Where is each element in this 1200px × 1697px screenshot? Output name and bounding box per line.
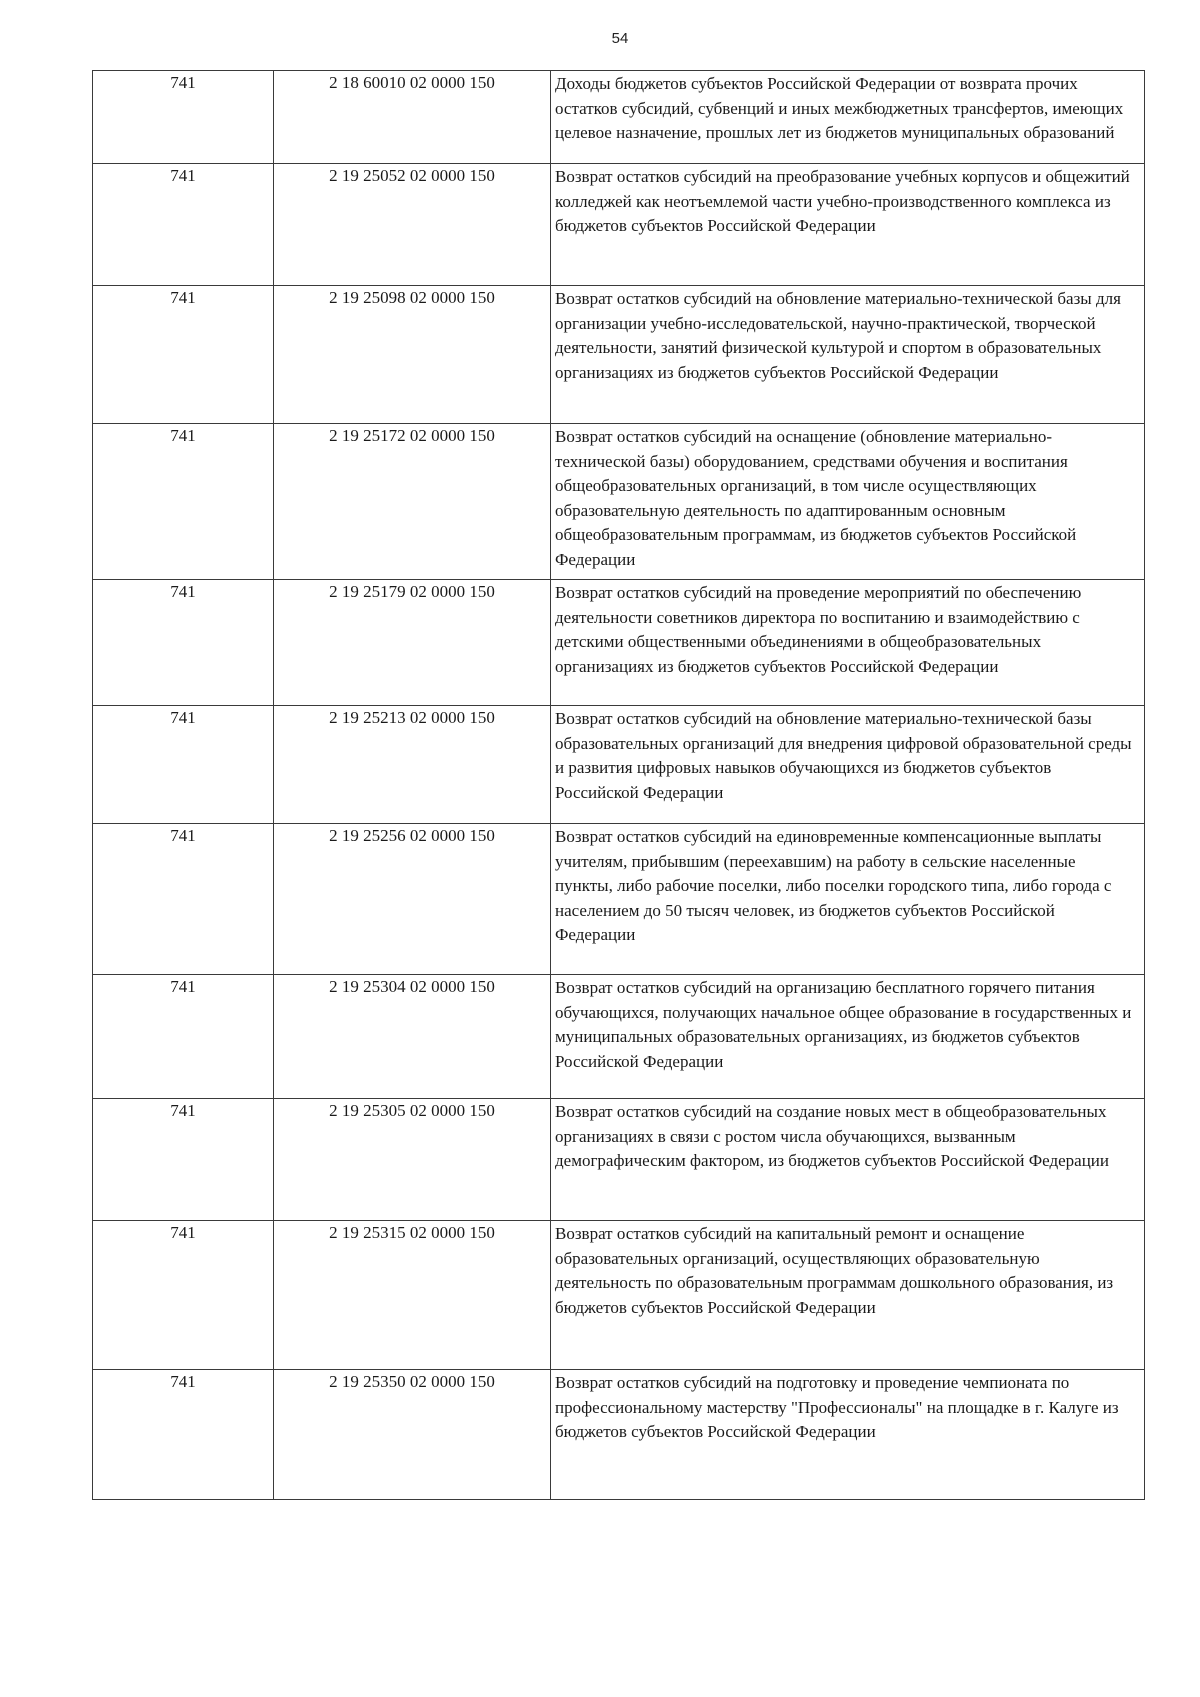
admin-code-cell: 741 bbox=[93, 975, 274, 1099]
description-cell: Возврат остатков субсидий на преобразование учебных корпусов и общежитий колледжей как неотъемлемой части учебно-производственного комплекса из бюджетов субъектов Российской Федерации bbox=[551, 164, 1145, 286]
table-row bbox=[93, 424, 1145, 580]
table-row bbox=[93, 164, 1145, 286]
admin-code-cell: 741 bbox=[93, 424, 274, 580]
budget-classification-code-cell: 2 18 60010 02 0000 150 bbox=[274, 71, 551, 164]
budget-classification-code-cell: 2 19 25098 02 0000 150 bbox=[274, 286, 551, 424]
budget-classification-code-cell: 2 19 25256 02 0000 150 bbox=[274, 824, 551, 975]
budget-classification-code-cell: 2 19 25315 02 0000 150 bbox=[274, 1221, 551, 1370]
table-row bbox=[93, 286, 1145, 424]
table-row bbox=[93, 71, 1145, 164]
table-row bbox=[93, 824, 1145, 975]
description-cell: Возврат остатков субсидий на обновление материально-технической базы для организации учебно-исследовательской, научно-практической, творческой деятельности, занятий физической культурой и спортом в образовательных организациях из бюджетов субъектов Российской Федерации bbox=[551, 286, 1145, 424]
admin-code-cell: 741 bbox=[93, 286, 274, 424]
table-row bbox=[93, 975, 1145, 1099]
budget-classification-code-cell: 2 19 25172 02 0000 150 bbox=[274, 424, 551, 580]
description-cell: Возврат остатков субсидий на организацию бесплатного горячего питания обучающихся, получающих начальное общее образование в государственных и муниципальных образовательных организациях, из бюджетов субъектов Российской Федерации bbox=[551, 975, 1145, 1099]
budget-code-table bbox=[92, 70, 1145, 1500]
description-cell: Возврат остатков субсидий на проведение мероприятий по обеспечению деятельности советников директора по воспитанию и взаимодействию с детскими общественными объединениями в общеобразовательных организациях из бюджетов субъектов Российской Федерации bbox=[551, 580, 1145, 706]
table-row bbox=[93, 1099, 1145, 1221]
page-number: 54 bbox=[611, 30, 629, 47]
description-cell: Возврат остатков субсидий на единовременные компенсационные выплаты учителям, прибывшим (переехавшим) на работу в сельские населенные пункты, либо рабочие поселки, либо поселки городского типа, либо города с населением до 50 тысяч человек, из бюджетов субъектов Российской Федерации bbox=[551, 824, 1145, 975]
table-row bbox=[93, 706, 1145, 824]
admin-code-cell: 741 bbox=[93, 1370, 274, 1500]
budget-classification-code-cell: 2 19 25305 02 0000 150 bbox=[274, 1099, 551, 1221]
budget-classification-code-cell: 2 19 25304 02 0000 150 bbox=[274, 975, 551, 1099]
budget-classification-code-cell: 2 19 25052 02 0000 150 bbox=[274, 164, 551, 286]
admin-code-cell: 741 bbox=[93, 1099, 274, 1221]
admin-code-cell: 741 bbox=[93, 1221, 274, 1370]
description-cell: Доходы бюджетов субъектов Российской Федерации от возврата прочих остатков субсидий, субвенций и иных межбюджетных трансфертов, имеющих целевое назначение, прошлых лет из бюджетов муниципальных образований bbox=[551, 71, 1145, 164]
description-cell: Возврат остатков субсидий на создание новых мест в общеобразовательных организациях в связи с ростом числа обучающихся, вызванным демографическим фактором, из бюджетов субъектов Российской Федерации bbox=[551, 1099, 1145, 1221]
budget-classification-code-cell: 2 19 25213 02 0000 150 bbox=[274, 706, 551, 824]
description-cell: Возврат остатков субсидий на капитальный ремонт и оснащение образовательных организаций, осуществляющих образовательную деятельность по образовательным программам дошкольного образования, из бюджетов субъектов Российской Федерации bbox=[551, 1221, 1145, 1370]
description-cell: Возврат остатков субсидий на подготовку и проведение чемпионата по профессиональному мастерству "Профессионалы" на площадке в г. Калуге из бюджетов субъектов Российской Федерации bbox=[551, 1370, 1145, 1500]
table-row bbox=[93, 1221, 1145, 1370]
description-cell: Возврат остатков субсидий на обновление материально-технической базы образовательных организаций для внедрения цифровой образовательной среды и развития цифровых навыков обучающихся из бюджетов субъектов Российской Федерации bbox=[551, 706, 1145, 824]
admin-code-cell: 741 bbox=[93, 706, 274, 824]
budget-classification-code-cell: 2 19 25179 02 0000 150 bbox=[274, 580, 551, 706]
budget-classification-code-cell: 2 19 25350 02 0000 150 bbox=[274, 1370, 551, 1500]
description-cell: Возврат остатков субсидий на оснащение (обновление материально-технической базы) оборудованием, средствами обучения и воспитания общеобразовательных организаций, в том числе осуществляющих образовательную деятельность по адаптированным основным общеобразовательным программам, из бюджетов субъектов Российской Федерации bbox=[551, 424, 1145, 580]
admin-code-cell: 741 bbox=[93, 164, 274, 286]
admin-code-cell: 741 bbox=[93, 580, 274, 706]
admin-code-cell: 741 bbox=[93, 824, 274, 975]
table-row bbox=[93, 580, 1145, 706]
admin-code-cell: 741 bbox=[93, 71, 274, 164]
table-row bbox=[93, 1370, 1145, 1500]
